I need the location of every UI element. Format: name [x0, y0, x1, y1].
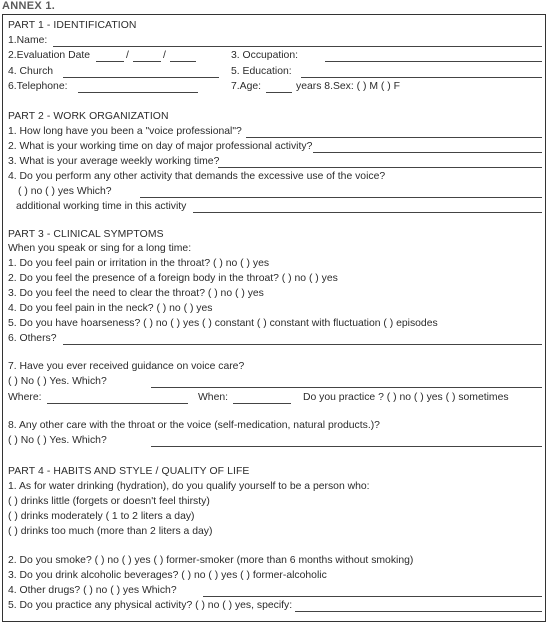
part3-q8-which-field[interactable] [151, 446, 542, 447]
telephone-label: 6.Telephone: [8, 81, 68, 92]
part2-heading: PART 2 - WORK ORGANIZATION [8, 111, 169, 122]
part4-heading: PART 4 - HABITS AND STYLE / QUALITY OF LIFE [8, 466, 250, 477]
occupation-field[interactable] [325, 61, 542, 62]
when-label: When: [198, 392, 229, 403]
part3-q2[interactable]: 2. Do you feel the presence of a foreign body in the throat? ( ) no ( ) yes [8, 273, 338, 284]
part3-q8-options[interactable]: ( ) No ( ) Yes. Which? [8, 435, 107, 446]
part4-q1: 1. As for water drinking (hydration), do you qualify yourself to be a person who: [8, 481, 370, 492]
age-field[interactable] [266, 92, 292, 93]
part2-q4-options[interactable]: ( ) no ( ) yes Which? [18, 186, 112, 197]
part2-q4: 4. Do you perform any other activity that demands the excessive use of the voice? [8, 171, 386, 182]
education-label: 5. Education: [231, 66, 292, 77]
part2-q2-field[interactable] [313, 152, 542, 153]
hydration-option-little[interactable]: ( ) drinks little (forgets or doesn't feel thirsty) [8, 496, 210, 507]
where-label: Where: [8, 392, 42, 403]
part3-heading: PART 3 - CLINICAL SYMPTOMS [8, 229, 164, 240]
part3-q7-options[interactable]: ( ) No ( ) Yes. Which? [8, 376, 107, 387]
hydration-option-moderate[interactable]: ( ) drinks moderately ( 1 to 2 liters a day) [8, 511, 195, 522]
part2-q1-field[interactable] [246, 137, 542, 138]
part3-q5[interactable]: 5. Do you have hoarseness? ( ) no ( ) yes ( ) constant ( ) constant with fluctuation ( ) episodes [8, 318, 438, 329]
part2-q4-additional-field[interactable] [193, 212, 542, 213]
telephone-field[interactable] [78, 92, 198, 93]
date-separator: / [163, 50, 166, 61]
years-sex-label[interactable]: years 8.Sex: ( ) M ( ) F [296, 81, 400, 92]
part2-q3: 3. What is your average weekly working time? [8, 156, 220, 167]
questionnaire-form [2, 14, 546, 622]
part3-q4[interactable]: 4. Do you feel pain in the neck? ( ) no ( ) yes [8, 303, 213, 314]
name-label: 1.Name: [8, 35, 48, 46]
name-field[interactable] [53, 46, 542, 47]
part2-q3-field[interactable] [218, 167, 542, 168]
part4-q4[interactable]: 4. Other drugs? ( ) no ( ) yes Which? [8, 585, 177, 596]
part1-heading: PART 1 - IDENTIFICATION [8, 20, 137, 31]
age-label: 7.Age: [231, 81, 262, 92]
part3-q6: 6. Others? [8, 333, 57, 344]
part4-q4-which-field[interactable] [203, 596, 542, 597]
eval-date-year-field[interactable] [170, 61, 196, 62]
where-field[interactable] [47, 403, 188, 404]
occupation-label: 3. Occupation: [231, 50, 299, 61]
part3-q6-field[interactable] [63, 344, 542, 345]
hydration-option-much[interactable]: ( ) drinks too much (more than 2 liters a day) [8, 526, 213, 537]
practice-options[interactable]: Do you practice ? ( ) no ( ) yes ( ) sometimes [303, 392, 509, 403]
education-field[interactable] [301, 77, 542, 78]
part4-q5[interactable]: 5. Do you practice any physical activity? ( ) no ( ) yes, specify: [8, 600, 293, 611]
part3-intro: When you speak or sing for a long time: [8, 243, 192, 254]
part3-q3[interactable]: 3. Do you feel the need to clear the throat? ( ) no ( ) yes [8, 288, 264, 299]
church-label: 4. Church [8, 66, 54, 77]
part3-q7-which-field[interactable] [151, 387, 542, 388]
church-field[interactable] [63, 77, 219, 78]
eval-date-day-field[interactable] [96, 61, 124, 62]
part2-q4-which-field[interactable] [140, 197, 542, 198]
date-separator: / [126, 50, 129, 61]
eval-date-label: 2.Evaluation Date [8, 50, 91, 61]
part2-q2: 2. What is your working time on day of major professional activity? [8, 141, 313, 152]
part4-q2[interactable]: 2. Do you smoke? ( ) no ( ) yes ( ) former-smoker (more than 6 months without smoking) [8, 555, 414, 566]
when-field[interactable] [233, 403, 291, 404]
eval-date-month-field[interactable] [133, 61, 161, 62]
part4-q5-specify-field[interactable] [295, 611, 542, 612]
part3-q7: 7. Have you ever received guidance on voice care? [8, 361, 245, 372]
part3-q1[interactable]: 1. Do you feel pain or irritation in the throat? ( ) no ( ) yes [8, 258, 270, 269]
part4-q3[interactable]: 3. Do you drink alcoholic beverages? ( ) no ( ) yes ( ) former-alcoholic [8, 570, 327, 581]
annex-title: ANNEX 1. [2, 0, 56, 12]
part2-q4-additional: additional working time in this activity [16, 201, 187, 212]
part3-q8: 8. Any other care with the throat or the voice (self-medication, natural products.)? [8, 420, 380, 431]
part2-q1: 1. How long have you been a "voice professional"? [8, 126, 242, 137]
